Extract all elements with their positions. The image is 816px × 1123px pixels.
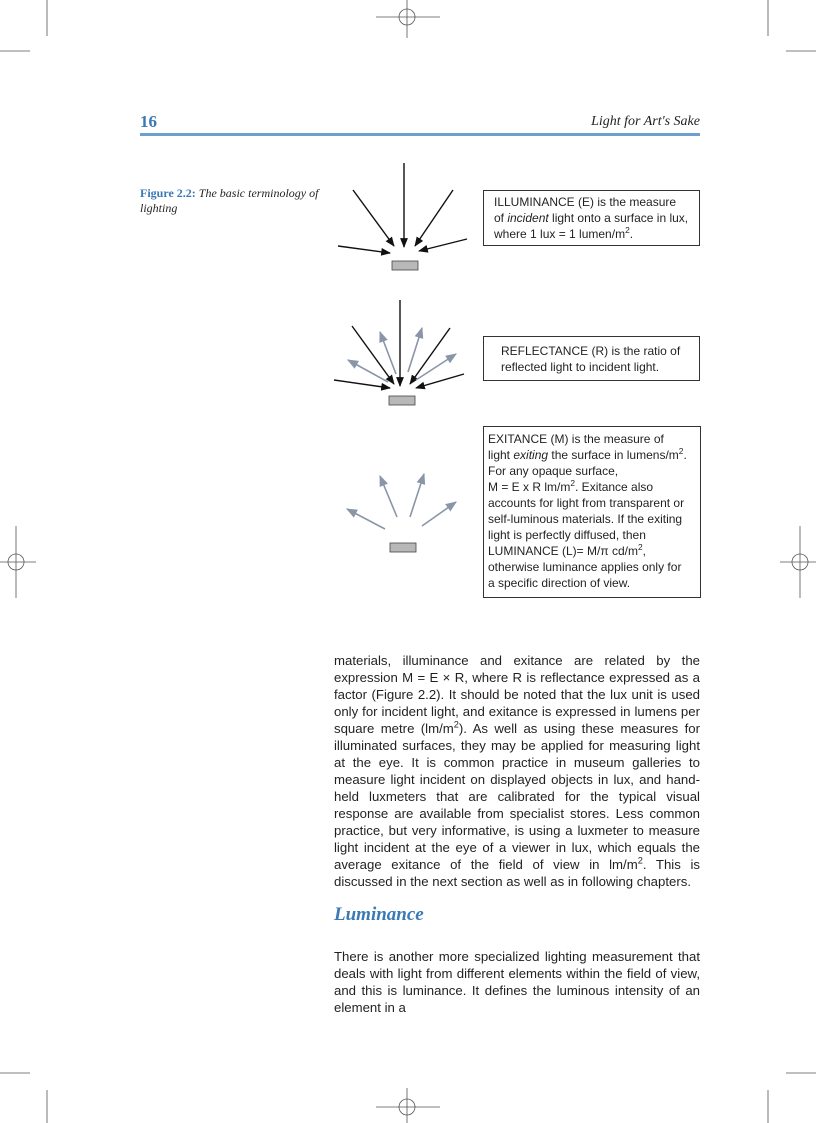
exitance-line5: accounts for light from transparent or bbox=[488, 496, 685, 510]
exitance-line1: EXITANCE (M) is the measure of bbox=[488, 432, 664, 446]
illuminance-line1: ILLUMINANCE (E) is the measure bbox=[494, 195, 677, 209]
exitance-line7: light is perfectly diffused, then bbox=[488, 528, 646, 542]
illuminance-line3: where 1 lux = 1 lumen/$m^2$. bbox=[494, 225, 634, 241]
illuminance-box bbox=[483, 190, 700, 246]
running-title: Light for Art's Sake bbox=[591, 114, 700, 129]
exitance-line6: self-luminous materials. If the exiting bbox=[488, 512, 683, 526]
illuminance-arrows bbox=[338, 163, 467, 253]
lighting-terminology-diagram bbox=[330, 160, 710, 610]
exitance-box bbox=[483, 426, 701, 598]
exitance-line2: light exiting the surface in lumens/$m^2$. bbox=[488, 446, 687, 462]
page-number: 16 bbox=[140, 112, 157, 131]
illuminance-line2: of incident light onto a surface in lux, bbox=[494, 211, 689, 225]
figure-caption bbox=[140, 186, 320, 216]
surface-exitance bbox=[390, 543, 416, 552]
body-paragraph-2: There is another more specialized lighting measurement that deals with light from different elements within the field of view, and this is luminance. It defines the luminous intensity of an element in a bbox=[334, 949, 700, 1016]
reflectance-line1: REFLECTANCE (R) is the ratio of bbox=[501, 344, 681, 358]
exitance-line4: M = E x R $lm/m^2$. Exitance also bbox=[488, 478, 654, 494]
exitance-line9: otherwise luminance applies only for bbox=[488, 560, 682, 574]
reflectance-box bbox=[483, 336, 700, 381]
figure-label: Figure 2.2: bbox=[140, 186, 196, 200]
surface-reflectance bbox=[389, 396, 415, 405]
header-rule bbox=[140, 133, 700, 136]
body-paragraph-1: materials, illuminance and exitance are related by the expression M = E × R, where R is reflectance expressed as a factor (Figure 2.2). It should be noted that the lux unit is used only for incident light, and exitance is expressed in lumens per square metre $(lm/m^2)$. As well as using these measures for illuminated surfaces, they may be applied for measuring light at the eye. It is common practice in museum galleries to measure light incident on displayed objects in lux, and hand-held luxmeters that are calibrated for the typical visual response are available from specialist stores. Less common practice, but very informative, is using a luxmeter to measure light incident at the eye of a viewer in lux, which equals the average exitance of the field of view in $lm/m^2$. This is discussed in the next section as well as in following chapters. bbox=[334, 653, 700, 889]
reflectance-incident-arrows bbox=[334, 300, 464, 388]
figure-caption-text: The basic terminology of lighting bbox=[140, 186, 319, 215]
reflectance-line2: reflected light to incident light. bbox=[501, 360, 660, 374]
exitance-line8: LUMINANCE (L)= M/π $cd/m^2$, bbox=[488, 542, 646, 558]
exitance-line10: a specific direction of view. bbox=[488, 576, 631, 590]
exitance-arrows bbox=[347, 474, 456, 529]
surface-illuminance bbox=[392, 261, 418, 270]
exitance-line3: For any opaque surface, bbox=[488, 464, 619, 478]
reflectance-reflected-arrows bbox=[348, 328, 456, 382]
section-heading: Luminance bbox=[334, 904, 424, 925]
